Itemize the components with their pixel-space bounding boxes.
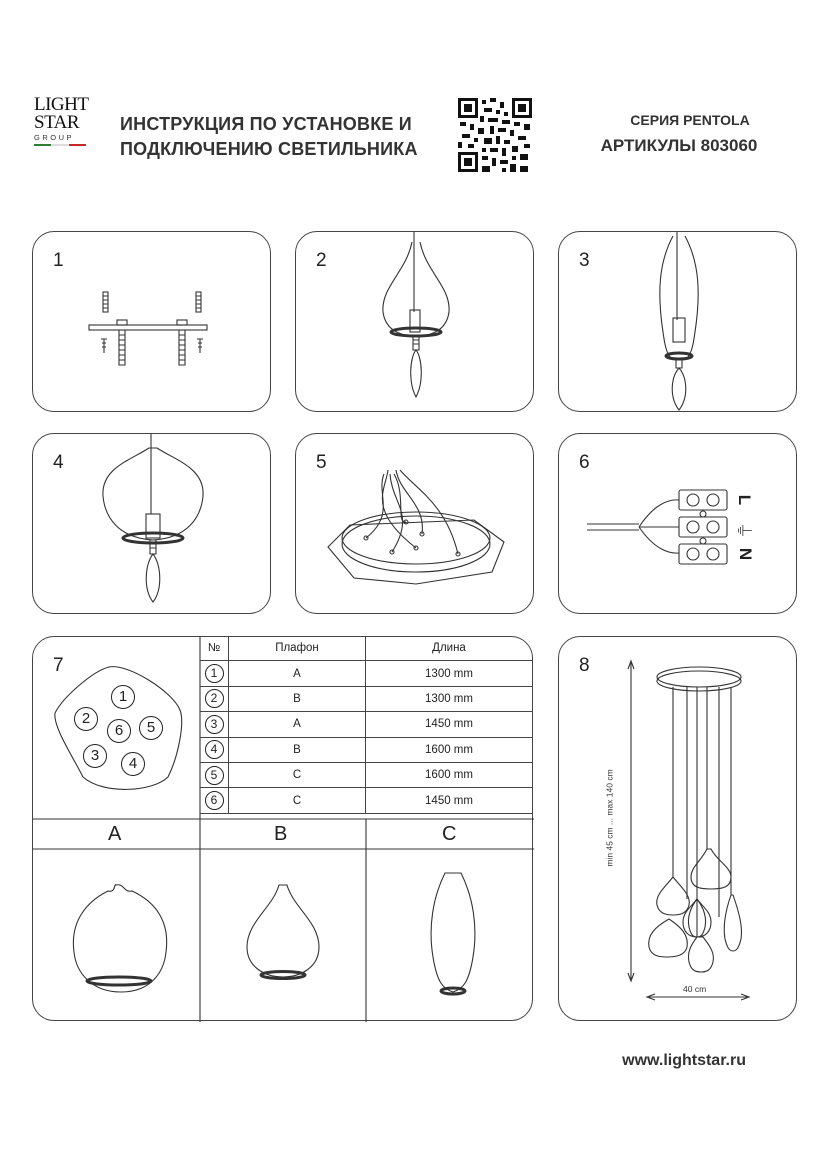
shade-label-a: A (108, 823, 122, 845)
table-row (200, 661, 532, 686)
row-shade: A (229, 712, 366, 737)
canopy-position-1: 1 (111, 685, 135, 709)
row-shade: B (229, 737, 366, 762)
canopy-position-6: 6 (107, 719, 131, 743)
logo-line1: LIGHT (34, 94, 89, 115)
step-number: 6 (579, 452, 590, 473)
canopy-wiring-illustration (296, 434, 535, 615)
row-shade: C (229, 788, 366, 813)
length-table (200, 636, 532, 814)
terminal-block-illustration (559, 434, 798, 615)
qr-code[interactable] (458, 98, 532, 172)
step-6-panel (558, 433, 797, 614)
row-number: 6 (205, 791, 224, 810)
canopy-position-2: 2 (74, 707, 98, 731)
row-shade: C (229, 762, 366, 787)
col-header-num: № (200, 636, 229, 661)
row-number: 2 (205, 689, 224, 708)
step-number: 8 (579, 655, 590, 676)
table-row (200, 762, 532, 787)
table-row (200, 686, 532, 711)
step-8-panel (558, 636, 797, 1021)
row-number: 3 (205, 715, 224, 734)
shade-b-install-illustration (296, 232, 535, 413)
dimensions-illustration (559, 637, 798, 1022)
step-4-panel (32, 433, 271, 614)
row-length: 1300 mm (366, 686, 533, 711)
title-line1: ИНСТРУКЦИЯ ПО УСТАНОВКЕ И (120, 114, 412, 134)
row-length: 1300 mm (366, 661, 533, 686)
table-row (200, 737, 532, 762)
step-number: 7 (53, 655, 64, 676)
shade-label-b: B (274, 823, 288, 845)
mounting-bar-illustration (33, 232, 272, 413)
step-5-panel (295, 433, 534, 614)
canopy-position-5: 5 (139, 716, 163, 740)
step-1-panel (32, 231, 271, 412)
table-row (200, 788, 532, 813)
lightstar-logo (34, 96, 90, 166)
shade-c-install-illustration (559, 232, 798, 413)
step-number: 3 (579, 250, 590, 271)
step-number: 1 (53, 250, 64, 271)
step-3-panel (558, 231, 797, 412)
canopy-position-4: 4 (121, 752, 145, 776)
logo-flag (34, 144, 86, 146)
label-l: L (735, 494, 755, 506)
step-number: 4 (53, 452, 64, 473)
width-dimension-label: 40 cm (683, 984, 707, 994)
step-number: 5 (316, 452, 327, 473)
table-header-row (200, 636, 532, 661)
step-2-panel (295, 231, 534, 412)
row-shade: B (229, 686, 366, 711)
canopy-position-3: 3 (83, 744, 107, 768)
row-length: 1600 mm (366, 762, 533, 787)
height-dimension-label: min 45 cm ... max 140 cm (604, 769, 615, 867)
shade-a-install-illustration (33, 434, 272, 615)
table-row (200, 712, 532, 737)
title-line2: ПОДКЛЮЧЕНИЮ СВЕТИЛЬНИКА (120, 139, 418, 159)
col-header-shade: Плафон (229, 636, 366, 661)
shade-label-c: C (442, 823, 457, 845)
row-number: 5 (205, 766, 224, 785)
series-label: СЕРИЯ PENTOLA (630, 112, 750, 128)
row-length: 1600 mm (366, 737, 533, 762)
row-length: 1450 mm (366, 788, 533, 813)
logo-line3: GROUP (34, 133, 75, 142)
row-shade: A (229, 661, 366, 686)
footer-url[interactable]: www.lightstar.ru (622, 1052, 746, 1069)
articles-label: АРТИКУЛЫ 803060 (600, 136, 758, 155)
page-title (120, 112, 450, 162)
step-number: 2 (316, 250, 327, 271)
logo-line2: STAR (34, 112, 80, 133)
label-earth: ⏚ (734, 522, 753, 539)
row-number: 1 (205, 664, 224, 683)
row-length: 1450 mm (366, 712, 533, 737)
label-n: N (736, 547, 756, 561)
col-header-length: Длина (366, 636, 533, 661)
row-number: 4 (205, 740, 224, 759)
